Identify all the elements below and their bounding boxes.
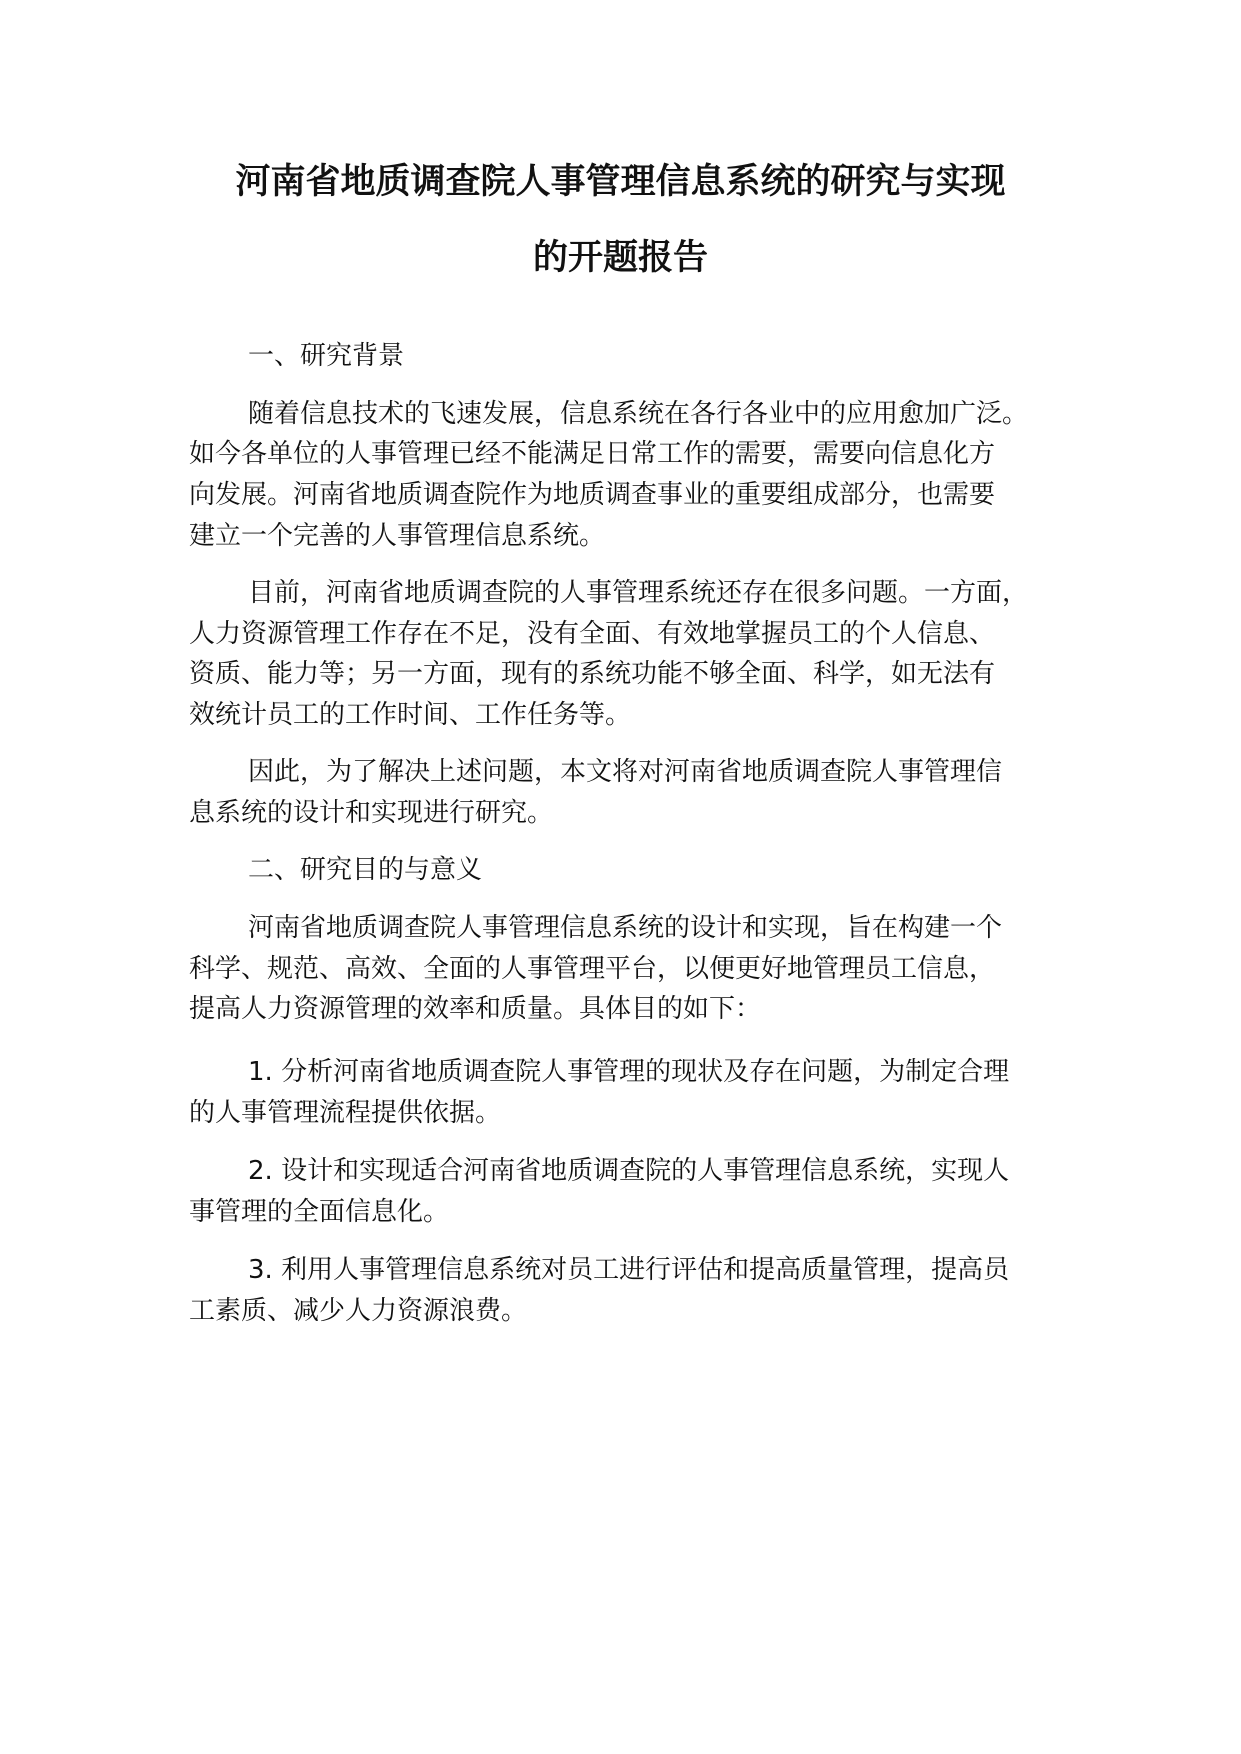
list-item-line: 事管理的全面信息化。 [189,1197,450,1227]
list-item-line: 工素质、减少人力资源浪费。 [189,1296,528,1326]
paragraph-line: 河南省地质调查院人事管理信息系统的设计和实现，旨在构建一个 [248,913,1003,943]
paragraph-line: 向发展。河南省地质调查院作为地质调查事业的重要组成部分，也需要 [189,480,996,510]
list-item-line: 2. 设计和实现适合河南省地质调查院的人事管理信息系统，实现人 [248,1156,1010,1186]
list-item-line: 1. 分析河南省地质调查院人事管理的现状及存在问题，为制定合理 [248,1057,1010,1087]
paragraph-line: 如今各单位的人事管理已经不能满足日常工作的需要，需要向信息化方 [189,439,996,469]
list-item-line: 3. 利用人事管理信息系统对员工进行评估和提高质量管理，提高员 [248,1255,1010,1285]
document-title-line-1: 河南省地质调查院人事管理信息系统的研究与实现 [235,162,1006,202]
paragraph-line: 科学、规范、高效、全面的人事管理平台，以便更好地管理员工信息， [189,954,996,984]
paragraph-line: 因此，为了解决上述问题，本文将对河南省地质调查院人事管理信 [248,757,1003,787]
paragraph-line: 资质、能力等；另一方面，现有的系统功能不够全面、科学，如无法有 [189,659,996,689]
section-heading: 二、研究目的与意义 [248,855,483,885]
paragraph-line: 效统计员工的工作时间、工作任务等。 [189,700,632,730]
paragraph-line: 息系统的设计和实现进行研究。 [189,798,554,828]
paragraph-line: 目前，河南省地质调查院的人事管理系统还存在很多问题。一方面， [248,578,1029,608]
paragraph-line: 建立一个完善的人事管理信息系统。 [189,521,606,551]
paragraph-line: 提高人力资源管理的效率和质量。具体目的如下： [189,994,762,1024]
paragraph-line: 人力资源管理工作存在不足，没有全面、有效地掌握员工的个人信息、 [189,619,996,649]
list-item-line: 的人事管理流程提供依据。 [189,1098,502,1128]
document-title-line-2: 的开题报告 [532,238,708,278]
section-heading: 一、研究背景 [248,341,405,371]
paragraph-line: 随着信息技术的飞速发展，信息系统在各行各业中的应用愈加广泛。 [248,399,1029,429]
